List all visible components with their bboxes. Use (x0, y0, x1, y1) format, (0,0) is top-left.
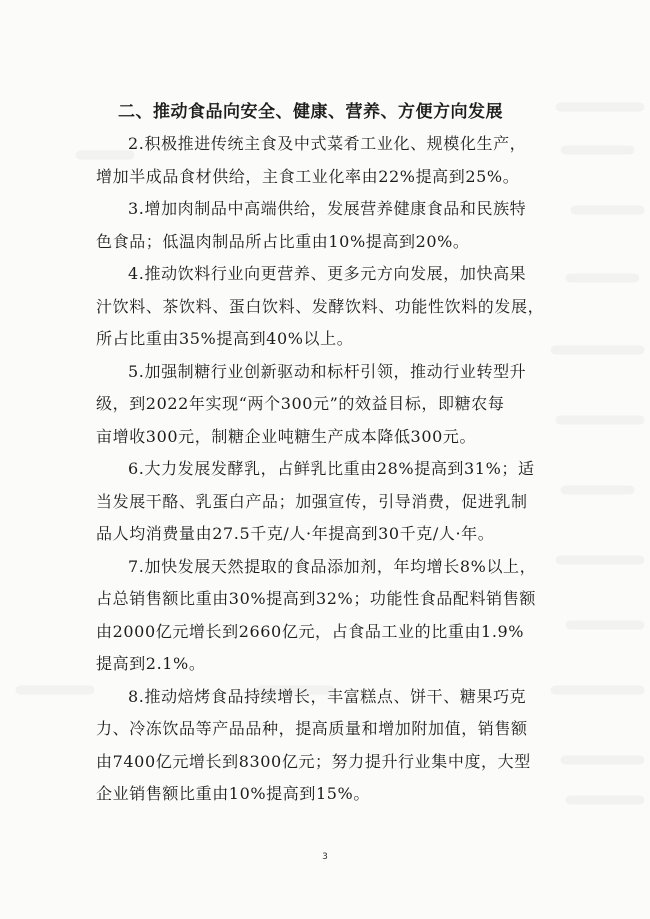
paragraph-line: 级，到2022年实现“两个300元”的效益目标，即糖农每 (96, 394, 505, 413)
paragraph-line: 占总销售额比重由30%提高到32%；功能性食品配料销售额 (96, 589, 536, 608)
paragraph-line: 6.大力发展发酵乳，占鲜乳比重由28%提高到31%；适 (128, 459, 535, 478)
paragraph-line: 3.增加肉制品中高端供给，发展营养健康食品和民族特 (128, 199, 527, 218)
paragraph-line: 汁饮料、茶饮料、蛋白饮料、发酵饮料、功能性饮料的发展， (96, 296, 545, 316)
paragraph-line: 亩增收300元，制糖企业吨糖生产成本降低300元。 (96, 426, 477, 446)
paragraph-item-7 (96, 551, 596, 681)
paragraph-line: 色食品；低温肉制品所占比重由10%提高到20%。 (96, 231, 470, 251)
paragraph-line: 企业销售额比重由10%提高到15%。 (96, 784, 370, 803)
paragraph-item-4 (96, 258, 596, 356)
paragraph-line: 力、冷冻饮品等产品品种，提高质量和增加附加值，销售额 (96, 719, 528, 738)
paragraph-line: 增加半成品食材供给，主食工业化率由22%提高到25%。 (96, 166, 520, 186)
paragraph-line: 所占比重由35%提高到40%以上。 (96, 329, 354, 348)
section-heading: 二、推动食品向安全、健康、营养、方便方向发展 (118, 102, 503, 122)
paragraph-line: 2.积极推进传统主食及中式菜肴工业化、规模化生产， (128, 134, 527, 153)
paragraph-line: 5.加强制糖行业创新驱动和标杆引领，推动行业转型升 (128, 361, 527, 381)
paragraph-line: 由7400亿元增长到8300亿元；努力提升行业集中度，大型 (96, 751, 531, 771)
paragraph-item-5 (96, 356, 596, 454)
document-body (96, 96, 596, 811)
paragraph-item-3 (96, 193, 596, 258)
paragraph-line: 当发展干酪、乳蛋白产品；加强宣传，引导消费，促进乳制 (96, 491, 528, 511)
paragraph-line: 由2000亿元增长到2660亿元，占食品工业的比重由1.9% (96, 621, 525, 641)
paragraph-line: 8.推动焙烤食品持续增长，丰富糕点、饼干、糖果巧克 (128, 686, 527, 706)
paragraph-line: 提高到2.1%。 (96, 654, 206, 673)
paragraph-item-6 (96, 453, 596, 551)
paragraph-line: 7.加快发展天然提取的食品添加剂，年均增长8%以上， (128, 556, 537, 576)
page-number: 3 (322, 852, 328, 862)
paragraph-item-2 (96, 128, 596, 193)
paragraph-item-8 (96, 681, 596, 811)
paragraph-line: 4.推动饮料行业向更营养、更多元方向发展，加快高果 (128, 264, 527, 283)
paragraph-line: 品人均消费量由27.5千克/人·年提高到30千克/人·年。 (96, 524, 495, 543)
